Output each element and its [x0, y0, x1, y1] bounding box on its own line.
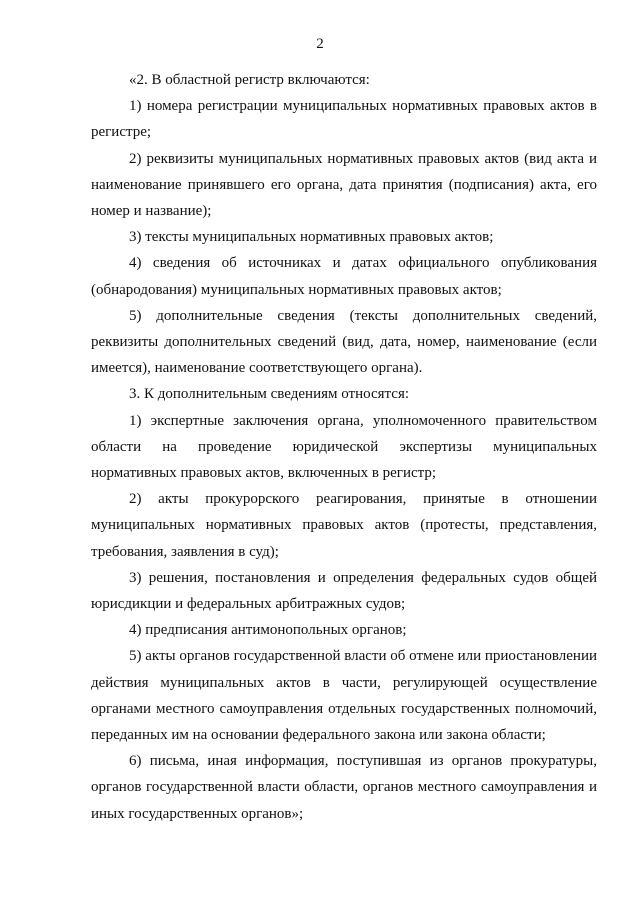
paragraph-additional-item-5: 5) акты органов государственной власти об отмене или приостановлении действия муниципальных актов в части, регулирующей осуществление органами местного самоуправления отдельных государственных полномочий, переданных им на основании федерального закона или закона области; [91, 648, 597, 744]
paragraph-additional-item-4: 4) предписания антимонопольных органов; [129, 622, 407, 639]
paragraph-item-2: 2) реквизиты муниципальных нормативных правовых актов (вид акта и наименование принявшего его органа, дата принятия (подписания) акта, его номер и название); [91, 150, 597, 220]
paragraph-item-5: 5) дополнительные сведения (тексты дополнительных сведений, реквизиты дополнительных сведений (вид, дата, номер, наименование (если имеется), наименование соответствующего органа). [91, 307, 597, 377]
page-number: 2 [316, 36, 324, 52]
paragraph-registry-heading: «2. В областной регистр включаются: [129, 72, 370, 88]
paragraph-item-4: 4) сведения об источниках и датах официального опубликования (обнародования) муниципальных нормативных правовых актов; [91, 255, 597, 298]
paragraph-additional-item-2: 2) акты прокурорского реагирования, принятые в отношении муниципальных нормативных правовых актов (протесты, представления, требования, заявления в суд); [91, 491, 597, 560]
paragraph-item-3: 3) тексты муниципальных нормативных правовых актов; [129, 229, 494, 246]
paragraph-additional-item-1: 1) экспертные заключения органа, уполномоченного правительством области на проведение юридической экспертизы муниципальных нормативных правовых актов, включенных в регистр; [91, 412, 597, 482]
paragraph-additional-item-6: 6) письма, иная информация, поступившая из органов прокуратуры, органов государственной власти области, органов местного самоуправления и иных государственных органов»; [91, 753, 597, 822]
document-body [91, 67, 597, 827]
paragraph-item-1: 1) номера регистрации муниципальных нормативных правовых актов в регистре; [91, 98, 597, 141]
paragraph-additional-item-3: 3) решения, постановления и определения федеральных судов общей юрисдикции и федеральных арбитражных судов; [91, 569, 597, 613]
paragraph-additional-heading: 3. К дополнительным сведениям относятся: [129, 386, 410, 403]
